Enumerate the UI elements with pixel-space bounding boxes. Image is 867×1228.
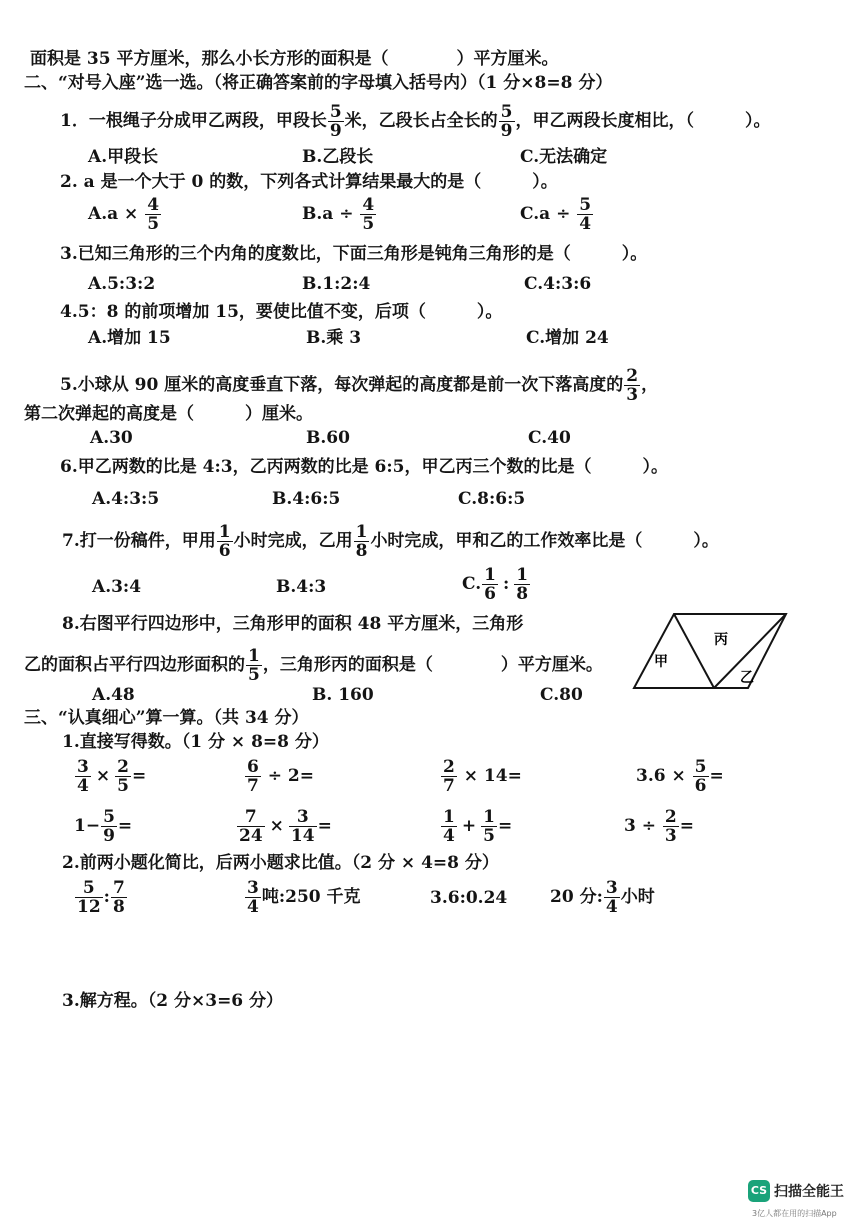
q2-option-a: A.a × $\frac{4}{5}$: [88, 195, 160, 234]
section3-title: 三、“认真细心”算一算。（共 34 分）: [24, 708, 309, 728]
q3-option-b: B.1:2:4: [302, 274, 371, 294]
q7-stem: 7.打一份稿件，甲用 $\frac{1}{6}$ 小时完成，乙用 $\frac{1}{8}$ 小时完成，甲和乙的工作效率比是（ ）。: [62, 522, 719, 561]
q6-option-b: B.4:6:5: [272, 489, 341, 509]
calc-6: $\frac{7}{24}$ × $\frac{3}{14}$ =: [239, 807, 332, 846]
fraction: $\frac{1}{5}$: [483, 807, 495, 846]
q4-option-b: B.乘 3: [306, 328, 362, 348]
scanner-watermark: [748, 1180, 860, 1222]
fraction: $\frac{1}{4}$: [443, 807, 455, 846]
calc-2: $\frac{6}{7}$ ÷ 2=: [247, 757, 315, 796]
q2-option-c: C.a ÷ $\frac{5}{4}$: [520, 195, 592, 234]
q1-option-b: B.乙段长: [302, 147, 374, 167]
fraction: $\frac{1}{8}$: [355, 522, 368, 561]
fraction: $\frac{1}{8}$: [516, 565, 529, 604]
parallelogram-diagram: [630, 610, 790, 692]
s3-part2-title: 2.前两小题化简比，后两小题求比值。（2 分 × 4=8 分）: [62, 853, 499, 873]
fraction: $\frac{5}{12}$: [77, 878, 101, 917]
fraction: $\frac{2}{3}$: [626, 366, 639, 405]
q5-option-c: C.40: [528, 428, 571, 448]
carryover-line: 面积是 35 平方厘米，那么小长方形的面积是（ ）平方厘米。: [30, 49, 559, 69]
q8-option-b: B. 160: [312, 685, 374, 705]
q5-stem: 5.小球从 90 厘米的高度垂直下落，每次弹起的高度都是前一次下落高度的 $\frac{2}{3}$ ，: [60, 366, 659, 405]
q2-stem: 2. a 是一个大于 0 的数，下列各式计算结果最大的是（ ）。: [60, 172, 558, 192]
calc-8: 3 ÷ $\frac{2}{3}$ =: [624, 807, 695, 846]
q8-stem: 8.右图平行四边形中，三角形甲的面积 48 平方厘米，三角形: [62, 614, 524, 634]
fraction: $\frac{1}{6}$: [484, 565, 496, 604]
fraction: $\frac{6}{7}$: [247, 757, 259, 796]
q8-stem-continued: 乙的面积占平行四边形面积的 $\frac{1}{5}$ ，三角形丙的面积是（ ）平方厘米。: [24, 646, 603, 685]
ratio-2: $\frac{3}{4}$ 吨:250 千克: [247, 878, 361, 917]
q4-stem: 4.5：8 的前项增加 15，要使比值不变，后项（ ）。: [60, 302, 503, 322]
calc-5: 1− $\frac{5}{9}$ =: [74, 807, 133, 846]
watermark-name: 扫描全能王: [774, 1184, 844, 1200]
calc-4: 3.6 × $\frac{5}{6}$ =: [636, 757, 724, 796]
q4-option-a: A.增加 15: [88, 328, 171, 348]
triangle-edge-left: [674, 614, 714, 688]
q7-option-b: B.4:3: [276, 577, 327, 597]
fraction: $\frac{7}{8}$: [112, 878, 125, 917]
fraction: $\frac{3}{14}$: [290, 807, 315, 846]
watermark-subtitle: 3亿人都在用的扫描App: [752, 1209, 837, 1218]
fraction: $\frac{7}{24}$: [239, 807, 263, 846]
s3-part1-title: 1.直接写得数。（1 分 × 8=8 分）: [62, 732, 329, 752]
calc-7: $\frac{1}{4}$ + $\frac{1}{5}$ =: [443, 807, 513, 846]
fraction: $\frac{5}{6}$: [694, 757, 707, 796]
calc-1: $\frac{3}{4}$ × $\frac{2}{5}$ =: [77, 757, 147, 796]
camscanner-logo-icon: CS: [748, 1180, 770, 1202]
fraction: $\frac{2}{7}$: [443, 757, 455, 796]
fraction: $\frac{5}{4}$: [579, 195, 592, 234]
fraction: $\frac{5}{9}$: [500, 102, 513, 141]
q6-option-c: C.8:6:5: [458, 489, 526, 509]
q6-option-a: A.4:3:5: [92, 489, 160, 509]
fraction: $\frac{1}{6}$: [218, 522, 231, 561]
fraction: $\frac{1}{5}$: [248, 646, 260, 685]
q5-stem-continued: 第二次弹起的高度是（ ）厘米。: [24, 404, 313, 424]
ratio-4: 20 分: $\frac{3}{4}$ 小时: [550, 878, 655, 917]
ratio-3: 3.6:0.24: [430, 888, 508, 908]
q3-option-c: C.4:3:6: [524, 274, 592, 294]
label-jia: 甲: [654, 654, 668, 670]
q1-stem: 1．一根绳子分成甲乙两段，甲段长 $\frac{5}{9}$ 米，乙段长占全长的 $\frac{5}{9}$ ，甲乙两段长度相比，（ ）。: [60, 102, 771, 141]
fraction: $\frac{3}{4}$: [77, 757, 89, 796]
q1-option-a: A.甲段长: [88, 147, 159, 167]
q4-option-c: C.增加 24: [526, 328, 609, 348]
fraction: $\frac{2}{5}$: [117, 757, 129, 796]
ratio-1: $\frac{5}{12}$ : $\frac{7}{8}$: [77, 878, 125, 917]
fraction: $\frac{5}{9}$: [103, 807, 115, 846]
q5-option-b: B.60: [306, 428, 350, 448]
q6-stem: 6.甲乙两数的比是 4:3，乙丙两数的比是 6:5，甲乙丙三个数的比是（ ）。: [60, 457, 668, 477]
calc-3: $\frac{2}{7}$ × 14=: [443, 757, 522, 796]
section2-title: 二、“对号入座”选一选。（将正确答案前的字母填入括号内）（1 分×8=8 分）: [24, 73, 613, 93]
q8-option-a: A.48: [92, 685, 135, 705]
fraction: $\frac{3}{4}$: [605, 878, 618, 917]
fraction: $\frac{3}{4}$: [247, 878, 259, 917]
fraction: $\frac{4}{5}$: [147, 195, 160, 234]
q7-option-a: A.3:4: [92, 577, 142, 597]
fraction: $\frac{5}{9}$: [329, 102, 342, 141]
q3-option-a: A.5:3:2: [88, 274, 156, 294]
q7-option-c: C. $\frac{1}{6}$ : $\frac{1}{8}$: [462, 565, 529, 604]
q1-option-c: C.无法确定: [520, 147, 608, 167]
label-yi: 乙: [740, 670, 754, 686]
fraction: $\frac{4}{5}$: [362, 195, 375, 234]
label-bing: 丙: [714, 632, 728, 648]
q8-option-c: C.80: [540, 685, 583, 705]
q5-option-a: A.30: [90, 428, 133, 448]
q3-stem: 3.已知三角形的三个内角的度数比，下面三角形是钝角三角形的是（ ）。: [60, 244, 648, 264]
s3-part3-title: 3.解方程。（2 分×3=6 分）: [62, 991, 284, 1011]
parallelogram-figure: [630, 610, 790, 696]
parallelogram-outline: [634, 614, 786, 688]
q2-option-b: B.a ÷ $\frac{4}{5}$: [302, 195, 375, 234]
fraction: $\frac{2}{3}$: [664, 807, 677, 846]
